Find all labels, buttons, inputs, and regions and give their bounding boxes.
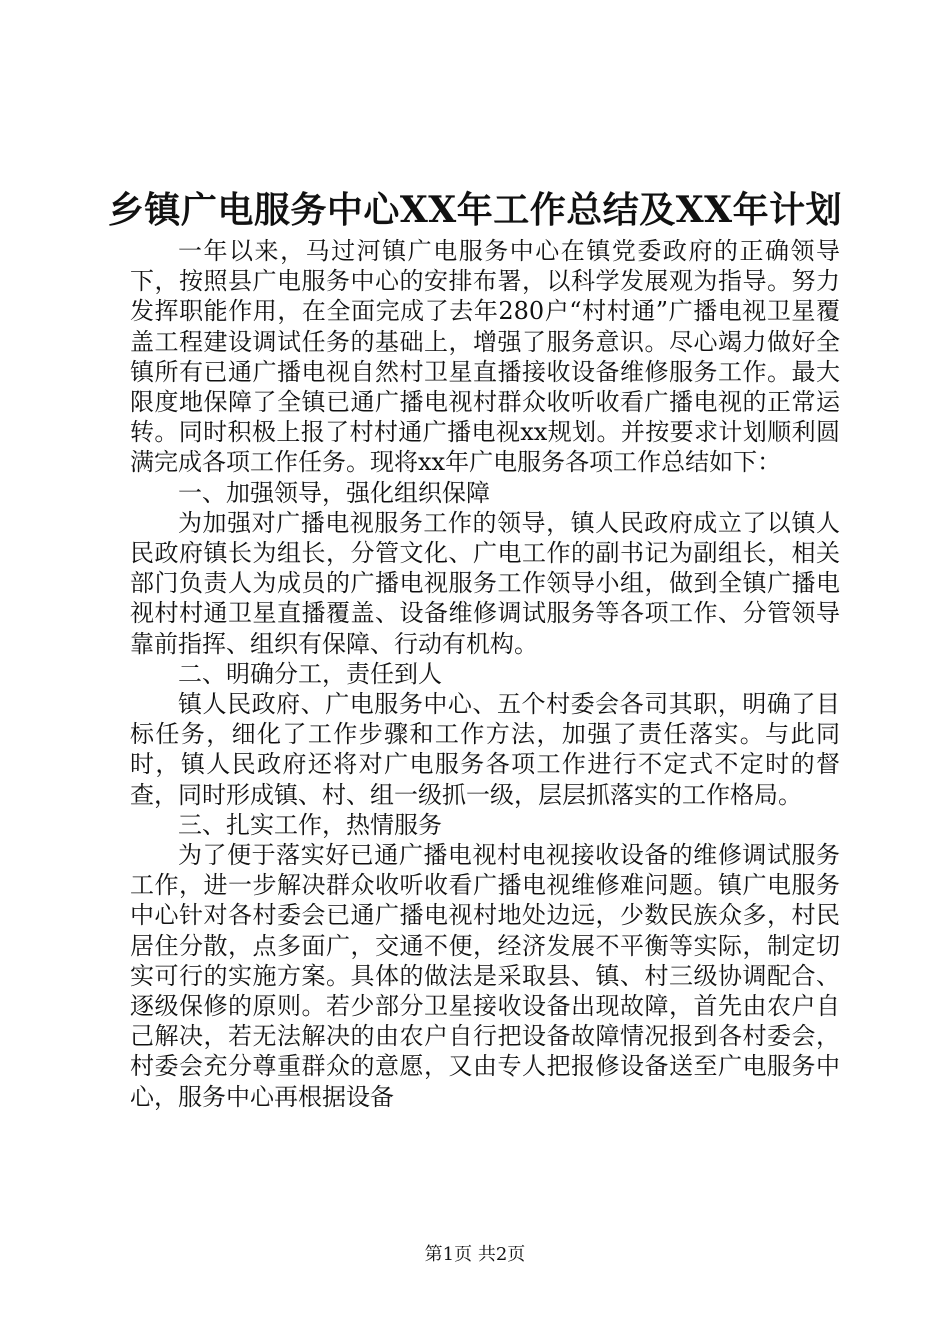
paragraph-section-1: 为加强对广播电视服务工作的领导，镇人民政府成立了以镇人民政府镇长为组长，分管文化、广电工作的副书记为副组长，相关部门负责人为成员的广播电视服务工作领导小组，做到全镇广播电视村村通卫星直播覆盖、设备维修调试服务等各项工作、分管领导靠前指挥、组织有保障、行动有机构。 [130,508,840,658]
section-heading-2: 二、明确分工，责任到人 [178,659,442,688]
paragraph-section-3: 为了便于落实好已通广播电视村电视接收设备的维修调试服务工作，进一步解决群众收听收看广播电视维修难问题。镇广电服务中心针对各村委会已通广播电视村地处边远，少数民族众多，村民居住分散，点多面广，交通不便，经济发展不平衡等实际，制定切实可行的实施方案。具体的做法是采取县、镇、村三级协调配合、逐级保修的原则。若少部分卫星接收设备出现故障，首先由农户自己解决，若无法解决的由农户自行把设备故障情况报到各村委会，村委会充分尊重群众的意愿，又由专人把报修设备送至广电服务中心，服务中心再根据设备 [130,841,840,1111]
section-heading-3: 三、扎实工作，热情服务 [178,810,442,839]
paragraph-intro: 一年以来，马过河镇广电服务中心在镇党委政府的正确领导下，按照县广电服务中心的安排布署，以科学发展观为指导。努力发挥职能作用，在全面完成了去年280户“村村通”广播电视卫星覆盖工程建设调试任务的基础上，增强了服务意识。尽心竭力做好全镇所有已通广播电视自然村卫星直播接收设备维修服务工作。最大限度地保障了全镇已通广播电视村群众收听收看广播电视的正常运转。同时积极上报了村村通广播电视xx规划。并按要求计划顺利圆满完成各项工作任务。现将xx年广电服务各项工作总结如下： [130,237,840,477]
paragraph-section-2: 镇人民政府、广电服务中心、五个村委会各司其职，明确了目标任务，细化了工作步骤和工作方法，加强了责任落实。与此同时，镇人民政府还将对广电服务各项工作进行不定式不定时的督查，同时形成镇、村、组一级抓一级，层层抓落实的工作格局。 [130,690,840,809]
section-heading-1: 一、加强领导，强化组织保障 [178,478,490,507]
document-title: 乡镇广电服务中心XX年工作总结及XX年计划 [107,189,843,231]
document-body [130,236,840,1112]
page-footer: 第1页 共2页 [424,1244,526,1265]
